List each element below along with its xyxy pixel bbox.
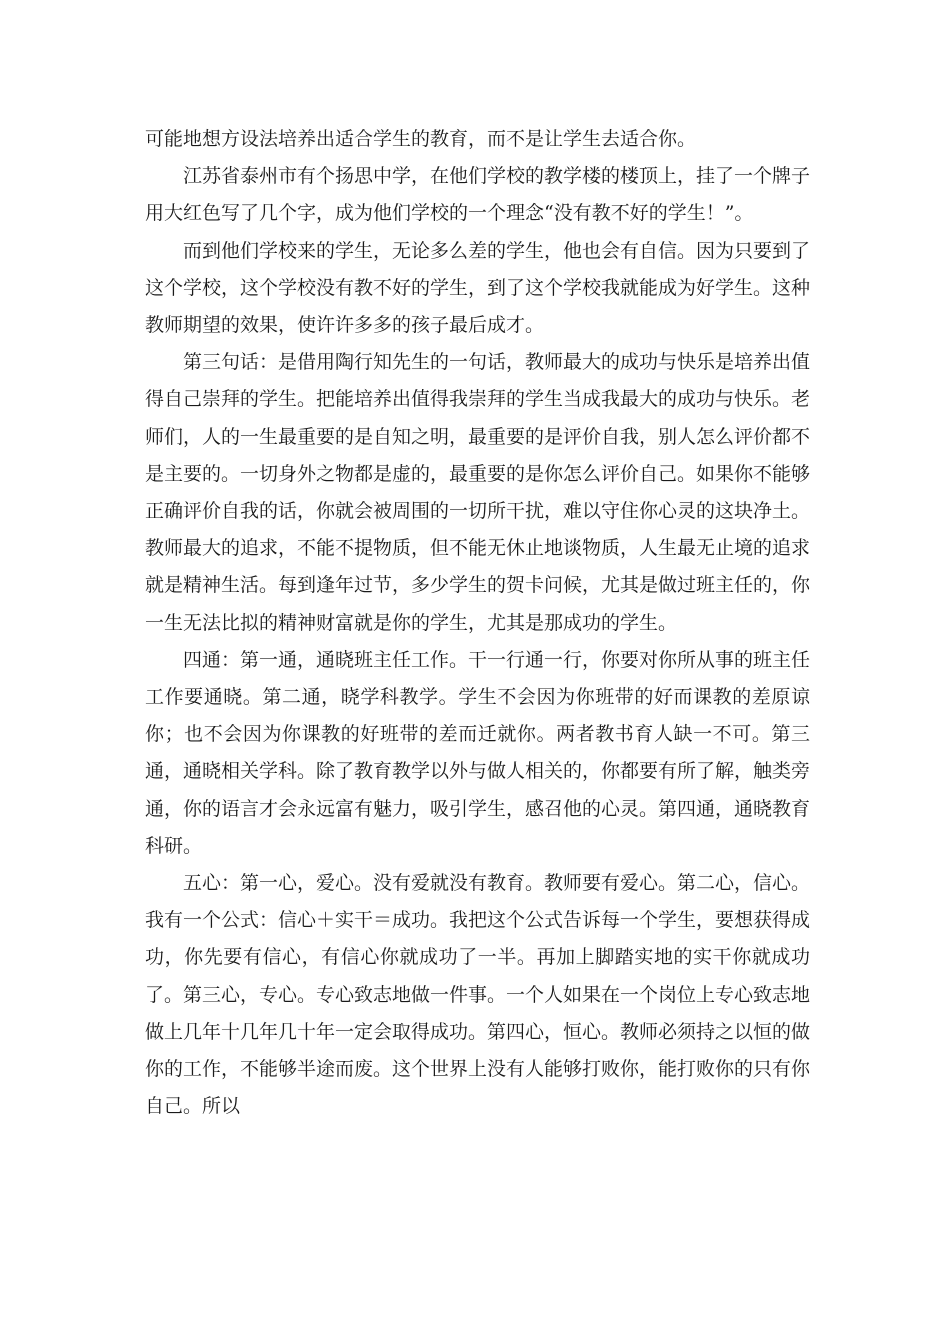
paragraph-four-mastery: 四通：第一通，通晓班主任工作。干一行通一行，你要对你所从事的班主任工作要通晓。第二通，晓学科教学。学生不会因为你班带的好而课教的差原谅你；也不会因为你课教的好班带的差而迁就你。两者教书育人缺一不可。第三通，通晓相关学科。除了教育教学以外与做人相关的，你都要有所了解，触类旁通，你的语言才会永远富有魅力，吸引学生，感召他的心灵。第四通，通晓教育科研。 [145, 648, 811, 857]
paragraph-third-saying: 第三句话：是借用陶行知先生的一句话，教师最大的成功与快乐是培养出值得自己崇拜的学生。把能培养出值得我崇拜的学生当成我最大的成功与快乐。老师们，人的一生最重要的是自知之明，最重要的是评价自我，别人怎么评价都不是主要的。一切身外之物都是虚的，最重要的是你怎么评价自己。如果你不能够正确评价自我的话，你就会被周围的一切所干扰，难以守住你心灵的这块净土。教师最大的追求，不能不提物质，但不能无休止地谈物质，人生最无止境的追求就是精神生活。每到逢年过节，多少学生的贺卡问候，尤其是做过班主任的，你一生无法比拟的精神财富就是你的学生，尤其是那成功的学生。 [145, 351, 811, 634]
document-body [145, 121, 810, 1125]
paragraph-continuation: 可能地想方设法培养出适合学生的教育，而不是让学生去适合你。 [145, 128, 697, 150]
paragraph-five-hearts: 五心：第一心，爱心。没有爱就没有教育。教师要有爱心。第二心，信心。我有一个公式：信心＋实干＝成功。我把这个公式告诉每一个学生，要想获得成功，你先要有信心，有信心你就成功了一半。再加上脚踏实地的实干你就成功了。第三心，专心。专心致志地做一件事。一个人如果在一个岗位上专心致志地做上几年十几年几十年一定会取得成功。第四心，恒心。教师必须持之以恒的做你的工作，不能够半途而废。这个世界上没有人能够打败你，能打败你的只有你自己。所以 [145, 872, 811, 1118]
paragraph-student-confidence: 而到他们学校来的学生，无论多么差的学生，他也会有自信。因为只要到了这个学校，这个学校没有教不好的学生，到了这个学校我就能成为好学生。这种教师期望的效果，使许许多多的孩子最后成才。 [145, 239, 811, 337]
paragraph-jiangsu-school: 江苏省泰州市有个扬思中学，在他们学校的教学楼的楼顶上，挂了一个牌子用大红色写了几个字，成为他们学校的一个理念“没有教不好的学生！”。 [145, 165, 811, 225]
